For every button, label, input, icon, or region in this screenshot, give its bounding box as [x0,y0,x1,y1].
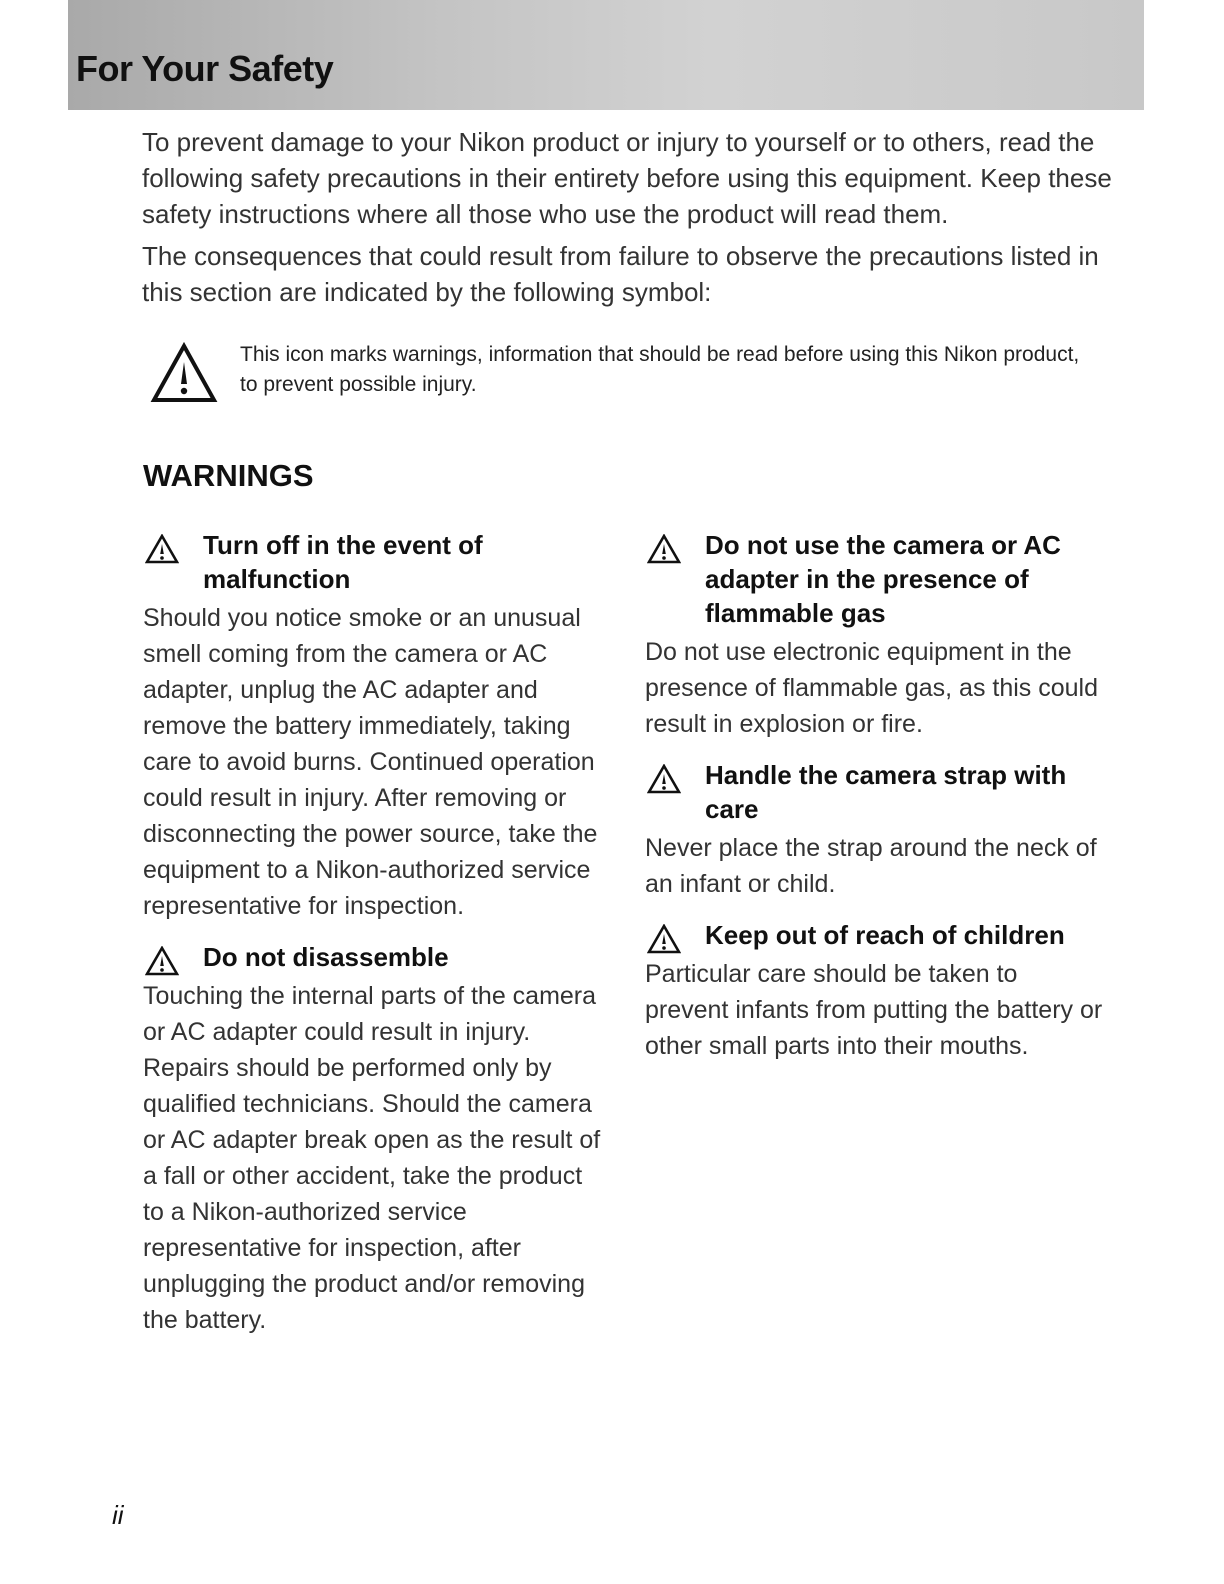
warning-item-header [645,758,1105,826]
intro-section [142,124,1122,310]
warning-item-title: Handle the camera strap with care [705,760,1067,824]
warning-item-header [143,940,608,974]
warning-triangle-icon [145,946,179,976]
warning-triangle-icon [647,764,681,794]
warning-item [645,758,1105,902]
intro-paragraph-2: The consequences that could result from failure to observe the precautions listed in this section are indicated by the following symbol: [142,241,1099,307]
warning-item [645,528,1105,742]
warning-triangle-icon [150,342,218,404]
warning-triangle-icon [145,534,179,564]
warning-symbol-note [150,338,1110,408]
warning-item-header [645,918,1105,952]
warning-item-header [143,528,608,596]
warning-item-title: Do not use the camera or AC adapter in the presence of flammable gas [705,530,1061,628]
intro-paragraph-1: To prevent damage to your Nikon product or injury to yourself or to others, read the following safety precautions in their entirety before using this equipment. Keep these safety instructions where all those who use the product will read them. [142,127,1112,229]
warning-item-title: Keep out of reach of children [705,920,1065,950]
warning-symbol-description: This icon marks warnings, information that should be read before using this Nikon product, to prevent possible injury. [240,343,1080,396]
page-number: ii [112,1500,124,1530]
warning-item-title: Turn off in the event of malfunction [203,530,483,594]
warning-item [645,918,1105,1064]
warning-item-body: Touching the internal parts of the camera or AC adapter could result in injury. Repairs should be performed only by qualified technicians. Should the camera or AC adapter break open as the result of a fall or other accident, take the product to a Nikon-authorized service representative for inspection, after unplugging the product and/or removing the battery. [143,982,601,1334]
warning-item [143,940,608,1338]
warning-item-header [645,528,1105,630]
warnings-heading: WARNINGS [143,458,314,493]
warning-item-body: Never place the strap around the neck of an infant or child. [645,834,1097,898]
page-title: For Your Safety [76,48,334,89]
warning-item [143,528,608,924]
warning-item-body: Do not use electronic equipment in the presence of flammable gas, as this could result in explosion or fire. [645,638,1099,738]
warning-item-body: Should you notice smoke or an unusual smell coming from the camera or AC adapter, unplug the AC adapter and remove the battery immediately, taking care to avoid burns. Continued operation could result in injury. After removing or disconnecting the power source, take the equipment to a Nikon-authorized service representative for inspection. [143,604,598,920]
warnings-right-column [645,528,1105,1080]
warning-triangle-icon [647,924,681,954]
warning-triangle-icon [647,534,681,564]
warning-item-body: Particular care should be taken to prevent infants from putting the battery or other small parts into their mouths. [645,960,1103,1060]
warnings-left-column [143,528,608,1354]
warning-item-title: Do not disassemble [203,942,449,972]
